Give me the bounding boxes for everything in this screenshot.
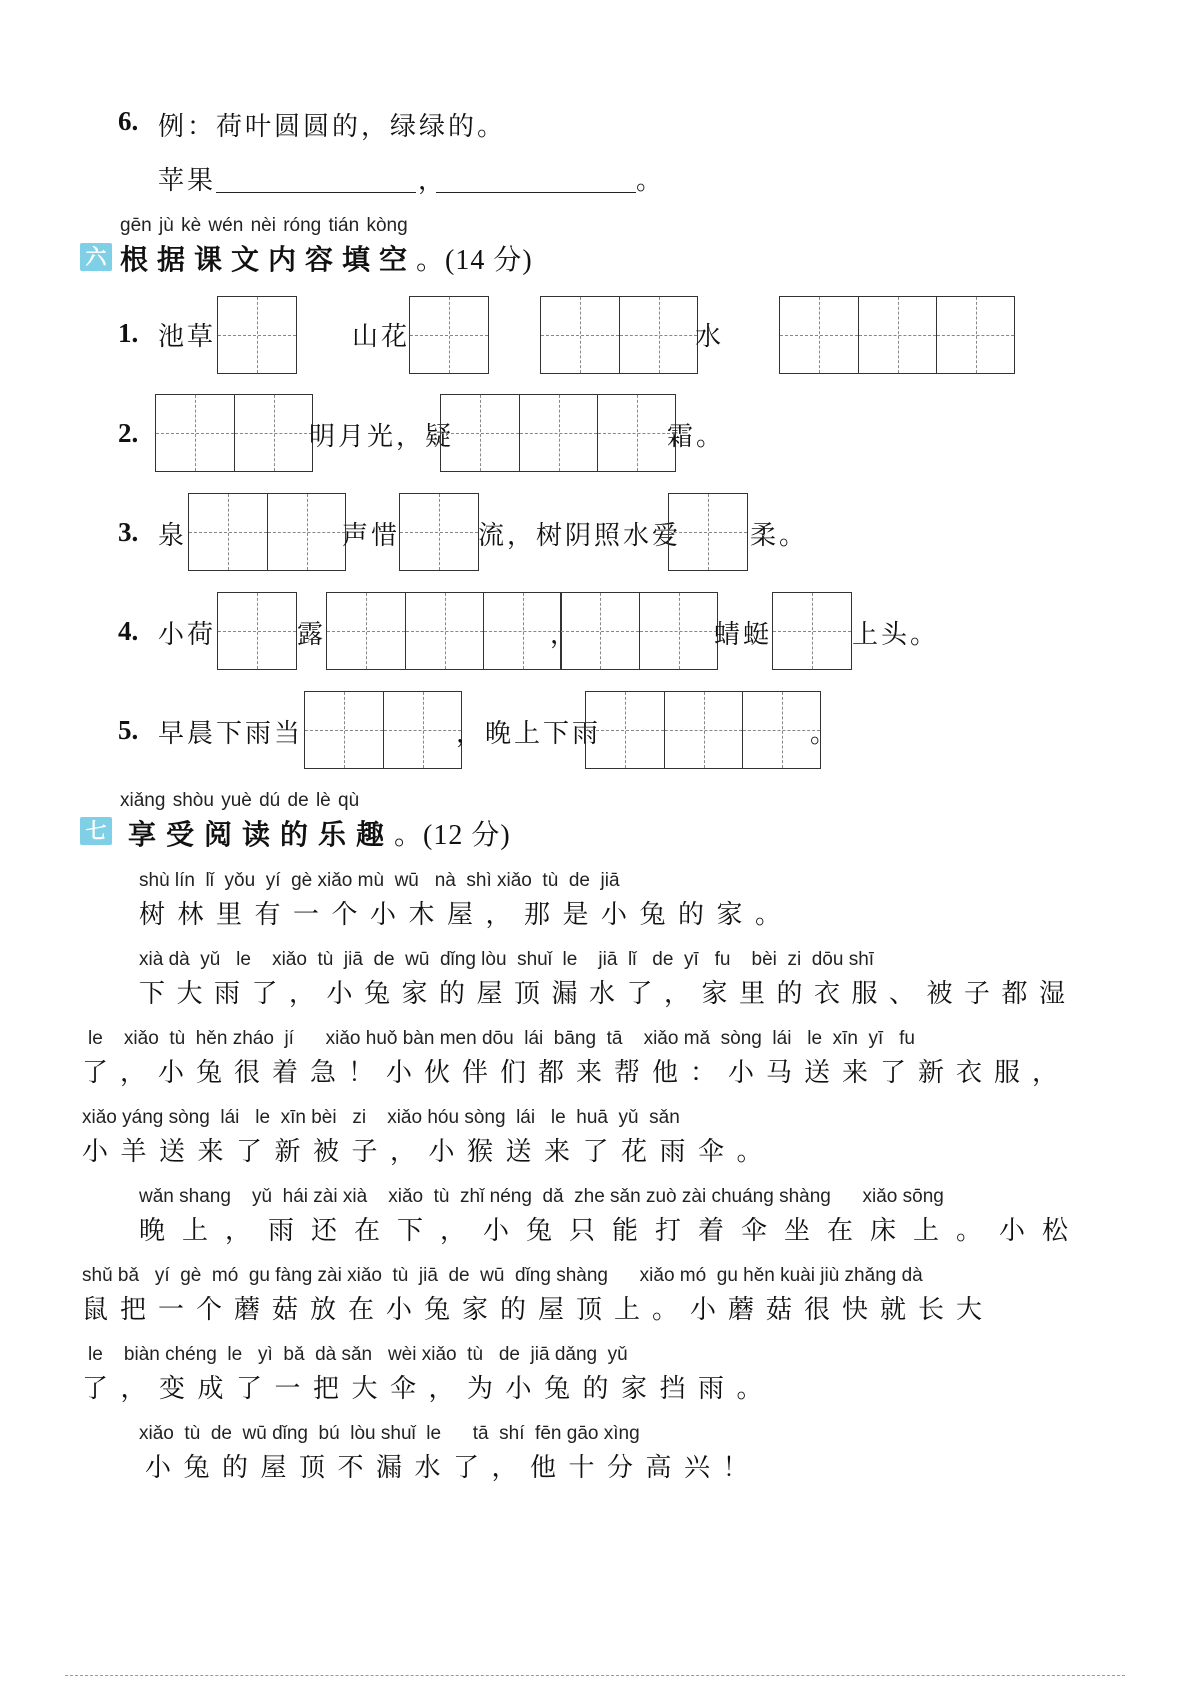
passage-pinyin-7: le biàn chéng le yì bǎ dà sǎn wèi xiǎo tù de jiā dǎng yǔ xyxy=(88,1344,628,1365)
section-6-pinyin: gēn jù kè wén nèi róng tián kòng xyxy=(120,215,408,236)
passage-pinyin-1: shù lín lǐ yǒu yí gè xiǎo mù wū nà shì xiǎo tù de jiā xyxy=(139,870,620,891)
tian-grid-1c[interactable] xyxy=(540,296,698,374)
page-bottom-rule xyxy=(65,1675,1125,1676)
item-3-text-1: 泉 xyxy=(158,521,188,551)
passage-line-5: 晚上，雨还在下，小兔只能打着伞坐在床上。小松 xyxy=(139,1216,1086,1246)
item-3-number: 3. xyxy=(118,517,139,547)
tian-grid-3b[interactable] xyxy=(399,493,479,571)
tian-grid-2a[interactable] xyxy=(155,394,313,472)
question-6-number: 6. xyxy=(118,106,139,136)
item-4-text-5: 上头。 xyxy=(852,620,940,650)
tian-grid-4a[interactable] xyxy=(217,592,297,670)
item-5-number: 5. xyxy=(118,715,139,745)
item-4-text-2: 露 xyxy=(297,620,327,650)
item-3-text-3: 流，树阴照水爱 xyxy=(478,521,682,551)
tian-grid-5b[interactable] xyxy=(585,691,821,769)
item-1-number: 1. xyxy=(118,318,139,348)
passage-line-3: 了，小兔很着急！小伙伴们都来帮他：小马送来了新衣服， xyxy=(82,1058,1071,1088)
passage-pinyin-3: le xiǎo tù hěn zháo jí xiǎo huǒ bàn men dōu lái bāng tā xiǎo mǎ sòng lái le xīn yī fu xyxy=(88,1028,915,1049)
section-7-title: 享受阅读的乐趣。(12 分) xyxy=(128,818,511,851)
item-1-text-1: 池草 xyxy=(158,322,217,352)
item-4-text-3: ， xyxy=(550,620,580,650)
passage-line-7: 了，变成了一把大伞，为小兔的家挡雨。 xyxy=(82,1374,776,1404)
passage-line-4: 小羊送来了新被子，小猴送来了花雨伞。 xyxy=(82,1137,776,1167)
item-1-text-2: 山花 xyxy=(352,322,411,352)
item-1-text-3: 水 xyxy=(695,322,725,352)
tian-grid-1b[interactable] xyxy=(409,296,489,374)
tian-grid-3c[interactable] xyxy=(668,493,748,571)
item-3-text-2: 声惜 xyxy=(342,521,401,551)
item-5-text-1: 早晨下雨当 xyxy=(158,719,304,749)
tian-grid-3a[interactable] xyxy=(188,493,346,571)
passage-pinyin-5: wǎn shang yǔ hái zài xià xiǎo tù zhǐ néng dǎ zhe sǎn zuò zài chuáng shàng xiǎo sōng xyxy=(139,1186,944,1207)
passage-line-1: 树林里有一个小木屋，那是小兔的家。 xyxy=(139,900,794,930)
question-6-prompt: 苹果 xyxy=(158,166,217,196)
passage-pinyin-8: xiǎo tù de wū dǐng bú lòu shuǐ le tā shí fēn gāo xìng xyxy=(139,1423,640,1444)
passage-line-8: 小兔的屋顶不漏水了，他十分高兴！ xyxy=(145,1453,762,1483)
item-4-number: 4. xyxy=(118,616,139,646)
passage-pinyin-6: shǔ bǎ yí gè mó gu fàng zài xiǎo tù jiā de wū dǐng shàng xiǎo mó gu hěn kuài jiù zhǎng dà xyxy=(82,1265,923,1286)
tian-grid-4b[interactable] xyxy=(326,592,562,670)
item-2-text-1: 明月光，疑 xyxy=(309,422,455,452)
item-3-text-4: 柔。 xyxy=(750,521,809,551)
passage-pinyin-2: xià dà yǔ le xiǎo tù jiā de wū dǐng lòu shuǐ le jiā lǐ de yī fu bèi zi dōu shī xyxy=(139,949,875,970)
tian-grid-4c[interactable] xyxy=(560,592,718,670)
item-5-text-2: ，晚上下雨 xyxy=(456,719,602,749)
answer-blank-1[interactable] xyxy=(216,192,416,193)
item-2-text-2: 霜。 xyxy=(667,422,726,452)
item-2-number: 2. xyxy=(118,418,139,448)
question-6-comma: ， xyxy=(418,166,448,196)
passage-pinyin-4: xiǎo yáng sòng lái le xīn bèi zi xiǎo hóu sòng lái le huā yǔ sǎn xyxy=(82,1107,680,1128)
tian-grid-1d[interactable] xyxy=(779,296,1015,374)
tian-grid-2b[interactable] xyxy=(440,394,676,472)
passage-line-6: 鼠把一个蘑菇放在小兔家的屋顶上。小蘑菇很快就长大 xyxy=(82,1295,995,1325)
section-7-badge: 七 xyxy=(80,817,112,845)
answer-blank-2[interactable] xyxy=(436,192,636,193)
item-5-text-3: 。 xyxy=(810,719,840,749)
item-4-text-1: 小荷 xyxy=(158,620,217,650)
section-7-pinyin: xiǎng shòu yuè dú de lè qù xyxy=(120,790,360,811)
section-6-title: 根据课文内容填空。(14 分) xyxy=(120,243,533,276)
tian-grid-1a[interactable] xyxy=(217,296,297,374)
passage-line-2: 下大雨了，小兔家的屋顶漏水了，家里的衣服、被子都湿 xyxy=(139,979,1077,1009)
question-6-period: 。 xyxy=(636,166,666,196)
section-6-badge: 六 xyxy=(80,243,112,271)
item-4-text-4: 蜻蜓 xyxy=(714,620,773,650)
tian-grid-4d[interactable] xyxy=(772,592,852,670)
tian-grid-5a[interactable] xyxy=(304,691,462,769)
question-6-example: 例：荷叶圆圆的，绿绿的。 xyxy=(158,112,507,142)
